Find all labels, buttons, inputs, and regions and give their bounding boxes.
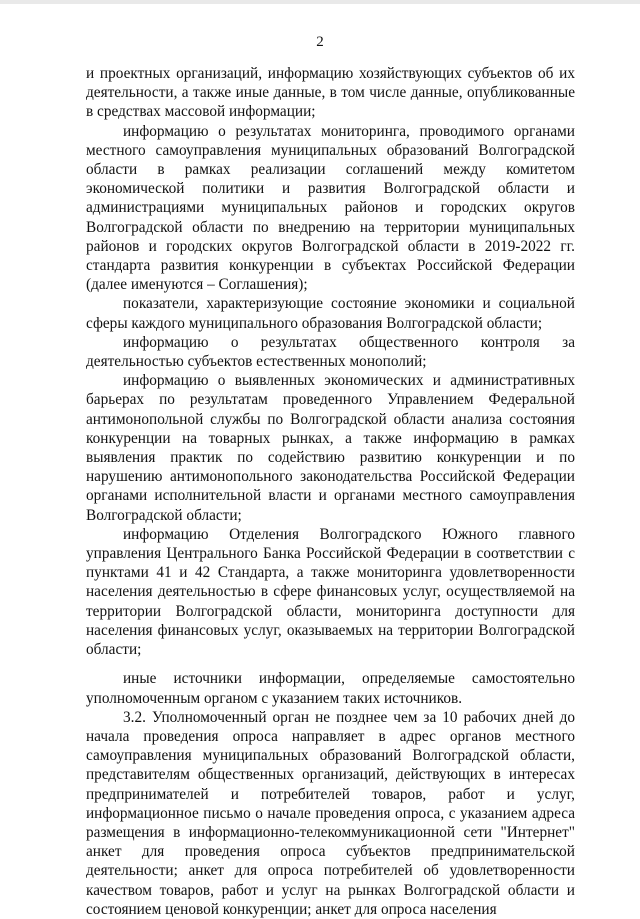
document-body: [86, 64, 575, 919]
paragraph-monitoring-results: информацию о результатах мониторинга, проводимого органами местного самоуправления муниципальных образований Волгоградской области в рамках реализации соглашений между комитетом экономической политики и развития Волгоградской области и администрациями муниципальных районов и городских округов Волгоградской области по внедрению на территории муниципальных районов и городских округов Волгоградской области в 2019-2022 гг. стандарта развития конкуренции в субъектах Российской Федерации (далее именуются – Соглашения);: [86, 122, 575, 294]
paragraph-central-bank-info: информацию Отделения Волгоградского Южного главного управления Центрального Банка Российской Федерации в соответствии с пунктами 41 и 42 Стандарта, а также мониторинга удовлетворенности населения деятельностью в сфере финансовых услуг, осуществляемой на территории Волгоградской области, мониторинга доступности для населения финансовых услуг, оказываемых на территории Волгоградской области;: [86, 525, 575, 659]
paragraph-public-control: информацию о результатах общественного контроля за деятельностью субъектов естественных монополий;: [86, 333, 575, 371]
paragraph-barriers-info: информацию о выявленных экономических и административных барьерах по результатам проведенного Управлением Федеральной антимонопольной службы по Волгоградской области анализа состояния конкуренции на товарных рынках, а также информацию в рамках выявления практик по содействию развитию конкуренции и по нарушению антимонопольного законодательства Российской Федерации органами исполнительной власти и органами местного самоуправления Волгоградской области;: [86, 372, 575, 524]
page-number: 2: [316, 34, 324, 50]
paragraph-gap: [86, 659, 575, 669]
scan-top-edge: [0, 0, 640, 4]
paragraph-economic-indicators: показатели, характеризующие состояние экономики и социальной сферы каждого муниципального образования Волгоградской области;: [86, 295, 575, 332]
paragraph-research-sources: и проектных организаций, информацию хозяйствующих субъектов об их деятельности, а также иные данные, в том числе данные, опубликованные в средствах массовой информации;: [86, 65, 575, 121]
paragraph-other-sources: иные источники информации, определяемые самостоятельно уполномоченным органом с указанием таких источников.: [86, 670, 575, 707]
paragraph-section-3-2: 3.2. Уполномоченный орган не позднее чем за 10 рабочих дней до начала проведения опроса направляет в адрес органов местного самоуправления муниципальных образований Волгоградской области, представителям общественных организаций, действующих в интересах предпринимателей и потребителей товаров, работ и услуг, информационное письмо о начале проведения опроса, с указанием адреса размещения в информационно-телекоммуникационной сети "Интернет" анкет для проведения опроса субъектов предпринимательской деятельности; анкет для опроса потребителей об удовлетворенности качеством товаров, работ и услуг на рынках Волгоградской области и состоянием ценовой конкуренции; анкет для опроса населения: [86, 708, 575, 918]
